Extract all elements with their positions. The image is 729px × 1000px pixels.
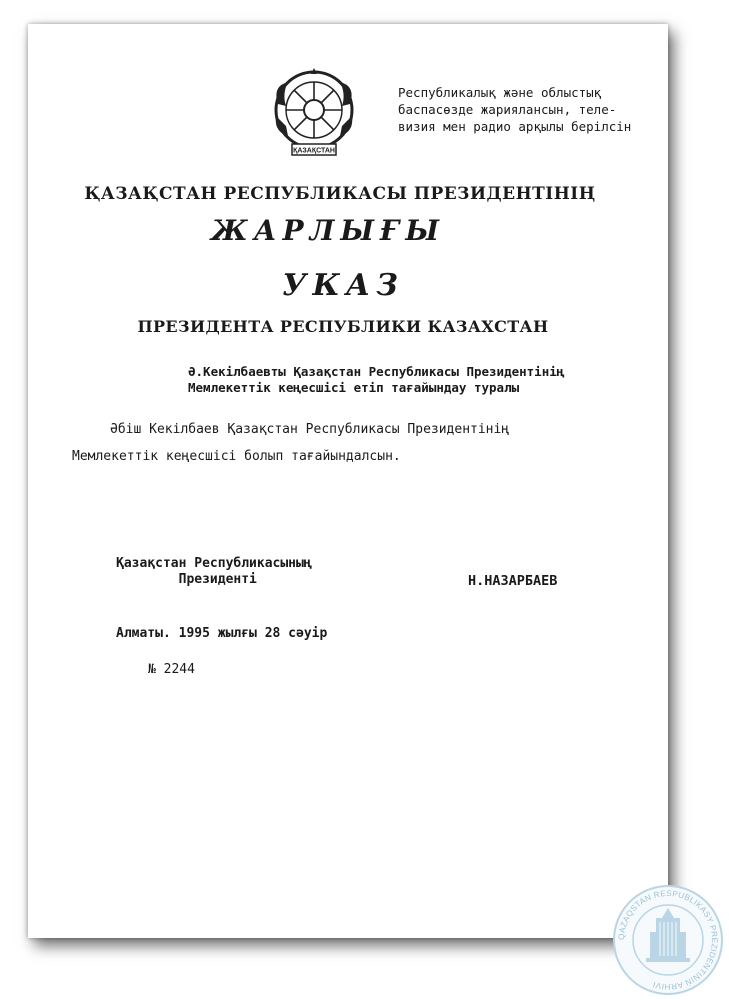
seal-ring-text: QAZAQSTAN RESPUBLIKASY PREZIDENTINIŃ ARHIVI: [616, 888, 720, 992]
date-line: Алматы. 1995 жылғы 28 сәуір: [116, 626, 328, 641]
document-page: [28, 24, 668, 938]
decree-subject: Ә.Кекілбаевты Қазақстан Республикасы Президентінің Мемлекеттік кеңесшісі етіп тағайындау туралы: [188, 364, 565, 395]
signature-name: Н.НАЗАРБАЕВ: [468, 573, 558, 589]
signature-title: Қазақстан Республикасының Президенті: [116, 556, 312, 587]
title-kazakh: ЖАРЛЫҒЫ: [211, 214, 445, 247]
decree-number: № 2244: [148, 662, 195, 677]
body-line-2: Мемлекеттік кеңесшісі болып тағайындалсын.: [72, 449, 401, 464]
state-emblem-icon: [264, 64, 364, 164]
heading-russian: ПРЕЗИДЕНТА РЕСПУБЛИКИ КАЗАХСТАН: [137, 317, 549, 336]
emblem-ribbon-text: ҚАЗАҚСТАН: [293, 147, 335, 155]
heading-kazakh: ҚАЗАҚСТАН РЕСПУБЛИКАСЫ ПРЕЗИДЕНТІНІҢ: [84, 184, 596, 204]
archive-seal-icon: [612, 884, 724, 996]
body-line-1: Әбіш Кекілбаев Қазақстан Республикасы Президентінің: [110, 422, 510, 437]
title-russian: УКАЗ: [282, 268, 404, 303]
publication-note: Республикалық және облыстық баспасөзде жариялансын, теле- визия мен радио арқылы берілсін: [398, 85, 632, 134]
